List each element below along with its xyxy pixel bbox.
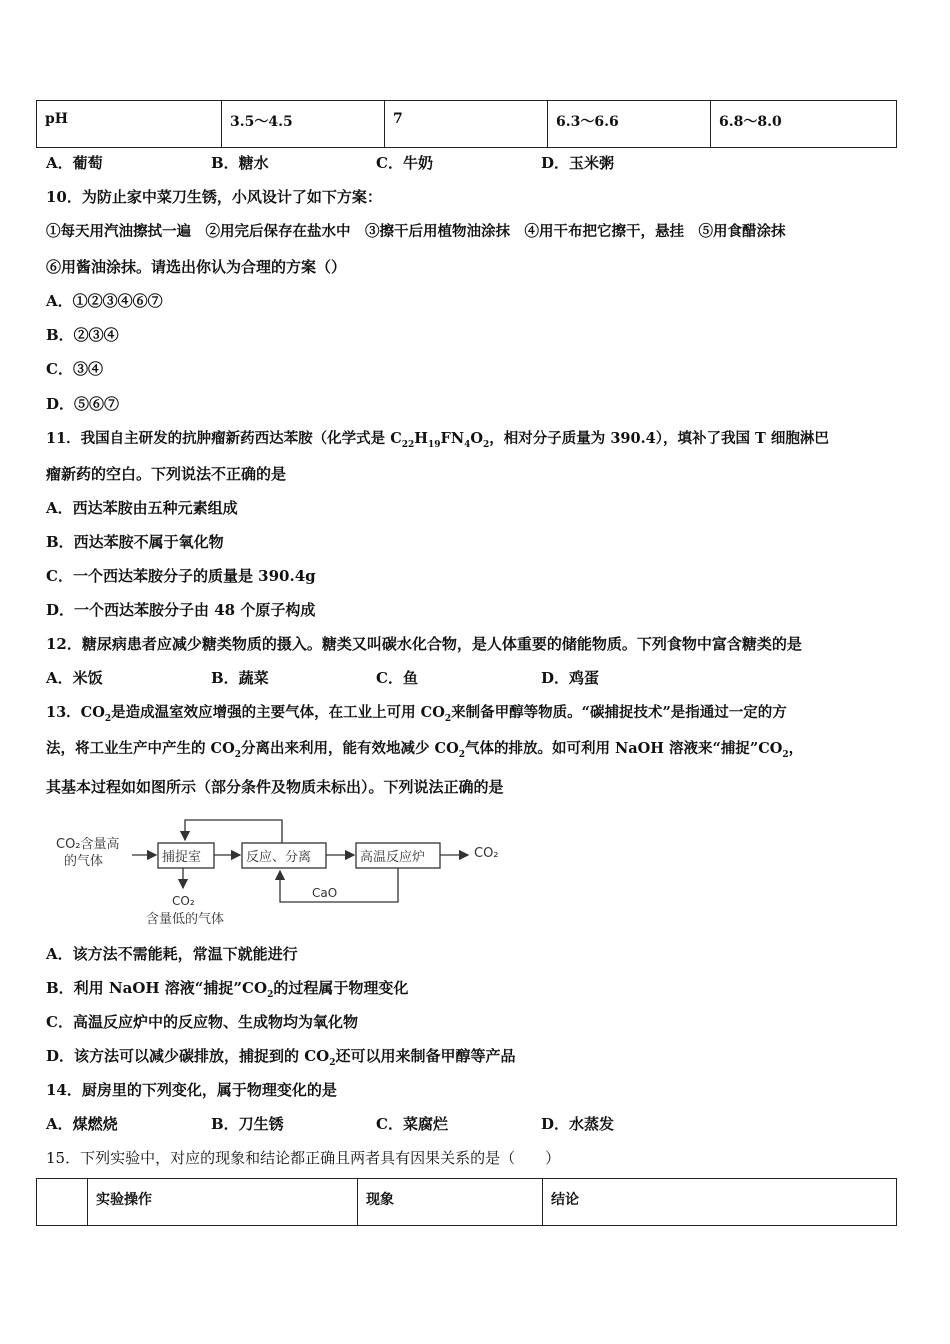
q10-option-d: D．⑤⑥⑦ — [46, 395, 120, 413]
q14-stem: 14．厨房里的下列变化，属于物理变化的是 — [46, 1081, 337, 1099]
q15-stem: 15．下列实验中，对应的现象和结论都正确且两者具有因果关系的是（ ） — [46, 1149, 561, 1167]
q13-option-c: C．高温反应炉中的反应物、生成物均为氧化物 — [46, 1013, 358, 1031]
ph-table — [36, 100, 897, 148]
input-label-2: 的气体 — [64, 854, 104, 869]
low-co2-label-1: CO₂ — [172, 894, 195, 908]
q15-header: 结论 — [543, 1179, 897, 1226]
ph-cell: 6.3～6.6 — [548, 101, 711, 148]
q10-option-c: C．③④ — [46, 360, 103, 378]
option: C．鱼 — [376, 669, 418, 687]
option: C．菜腐烂 — [376, 1115, 448, 1133]
q10-methods: ①每天用汽油擦拭一遍 ②用完后保存在盐水中 ③擦干后用植物油涂抹 ④用干布把它擦干，悬挂 ⑤用食醋涂抹 — [46, 223, 786, 240]
q13-option-a: A．该方法不需能耗，常温下就能进行 — [46, 945, 298, 963]
q11-option-a: A．西达苯胺由五种元素组成 — [46, 499, 238, 517]
q11-stem-2: 瘤新药的空白。下列说法不正确的是 — [46, 465, 287, 483]
q15-table — [36, 1178, 897, 1226]
input-label-1: CO₂含量高 — [56, 837, 120, 852]
furnace-label: 高温反应炉 — [360, 850, 426, 865]
option: B．蔬菜 — [211, 669, 269, 687]
ph-cell: 6.8～8.0 — [711, 101, 897, 148]
q11-option-d: D．一个西达苯胺分子由 48 个原子构成 — [46, 601, 316, 619]
option: B．糖水 — [211, 154, 269, 172]
capture-chamber-label: 捕捉室 — [162, 850, 202, 865]
q12-stem: 12．糖尿病患者应减少糖类物质的摄入。糖类又叫碳水化合物，是人体重要的储能物质。下列食物中富含糖类的是 — [46, 635, 802, 653]
option: B．刀生锈 — [211, 1115, 284, 1133]
q13-stem-1: 13．$CO_2$是造成温室效应增强的主要气体，在工业上可用 $CO_2$来制备甲醇等物质。“碳捕捉技术”是指通过一定的方 — [46, 704, 787, 724]
q13-stem-2: 法，将工业生产中产生的 $CO_2$分离出来利用，能有效地减少 $CO_2$气体的排放。如可利用 NaOH 溶液来“捕捉$”CO_2$， — [46, 740, 804, 760]
cao-label: CaO — [312, 886, 338, 900]
q10-option-a: A．①②③④⑥⑦ — [46, 292, 163, 310]
q15-header: 现象 — [358, 1179, 543, 1226]
ph-cell: 7 — [385, 101, 548, 148]
option: D．鸡蛋 — [541, 669, 600, 687]
q13-option-b: B．利用 NaOH 溶液“捕捉$”CO_2$的过程属于物理变化 — [46, 979, 409, 1000]
q15-header — [37, 1179, 88, 1226]
q15-header: 实验操作 — [88, 1179, 358, 1226]
option: C．牛奶 — [376, 154, 433, 172]
ph-cell: 3.5～4.5 — [222, 101, 385, 148]
option: D．玉米粥 — [541, 154, 615, 172]
carbon-capture-diagram — [50, 815, 520, 935]
q11-stem: 11．我国自主研发的抗肿瘤新药西达苯胺（化学式是 $C_{22}H_{19}FN_4O_2$，相对分子质量为 390.4），填补了我国 T 细胞淋巴 — [46, 430, 829, 450]
q11-option-b: B．西达苯胺不属于氧化物 — [46, 533, 224, 551]
ph-cell: pH — [37, 101, 222, 148]
option: A．米饭 — [46, 669, 103, 687]
q10-methods-2: ⑥用酱油涂抹。请选出你认为合理的方案（） — [46, 258, 347, 276]
option: A．葡萄 — [46, 154, 103, 172]
output-co2-label: CO₂ — [474, 846, 499, 861]
q13-option-d: D．该方法可以减少碳排放，捕捉到的 $CO_2$还可以用来制备甲醇等产品 — [46, 1047, 516, 1068]
low-co2-label-2: 含量低的气体 — [146, 912, 225, 927]
option: D．水蒸发 — [541, 1115, 615, 1133]
q13-stem-3: 其基本过程如如图所示（部分条件及物质未标出）。下列说法正确的是 — [46, 778, 504, 796]
q11-option-c: C．一个西达苯胺分子的质量是 390.4g — [46, 567, 316, 585]
q10-option-b: B．②③④ — [46, 326, 119, 344]
q10-stem: 10．为防止家中菜刀生锈，小风设计了如下方案： — [46, 188, 382, 206]
option: A．煤燃烧 — [46, 1115, 118, 1133]
reaction-separation-label: 反应、分离 — [246, 850, 312, 865]
